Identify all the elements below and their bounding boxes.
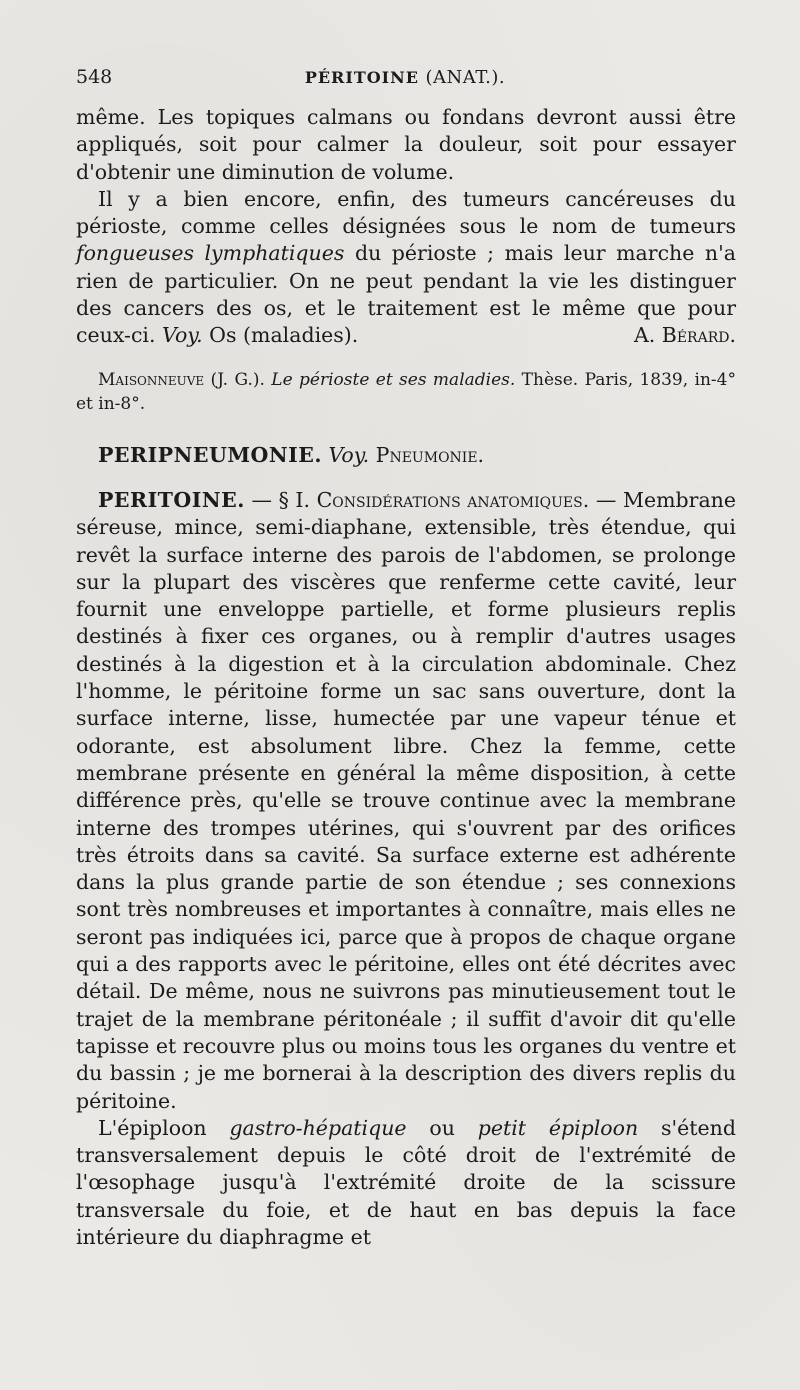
running-head <box>76 66 734 88</box>
paragraph-cancerous-tumors <box>76 186 736 350</box>
italic-term: gastro-hépatique <box>229 1115 407 1140</box>
section-marker: — § I. <box>244 487 317 512</box>
author-signature: A. Bérard. <box>633 323 736 348</box>
text-run: L'épiploon <box>98 1115 230 1140</box>
text-run: ou <box>406 1115 478 1140</box>
headword-peritoine: PERITOINE. <box>98 487 245 512</box>
running-subtitle: (ANAT.). <box>425 67 506 88</box>
paragraph-continuation: même. Les topiques calmans ou fondans devront aussi être appliqués, soit pour calmer la douleur, soit pour essayer d'obtenir une diminution de volume. <box>76 105 736 184</box>
text-run: Il y a bien encore, enfin, des tumeurs cancéreuses du périoste, comme celles désignées sous le nom de tumeurs <box>76 186 736 239</box>
page-header <box>76 66 734 94</box>
text-run: Os (maladies). <box>202 323 359 348</box>
running-title: PÉRITOINE <box>304 68 419 87</box>
reference-details: Thèse. Paris, 1839, in-4° et in-8°. <box>76 369 736 414</box>
body-text <box>76 104 736 1251</box>
bibliography-reference <box>76 368 736 416</box>
italic-term: fongueuses lymphatiques <box>76 241 345 266</box>
reference-author: Maisonneuve <box>98 369 205 390</box>
reference-title: Le périoste et ses maladies. <box>271 369 516 390</box>
italic-term: petit épiploon <box>477 1115 639 1140</box>
voy-reference: Voy. <box>328 442 370 467</box>
section-title: Considérations anatomiques. <box>316 487 590 512</box>
cross-reference: Pneumonie. <box>375 442 485 467</box>
entry-peritoine <box>76 487 736 1115</box>
voy-reference: Voy. <box>162 323 203 348</box>
text-run: du périoste ; mais leur marche n'a rien de particulier. On ne peut pendant la vie les distinguer des cancers des os, et le traitement est le même que pour ceux-ci. <box>76 241 736 348</box>
paragraph-epiploon <box>76 1115 736 1251</box>
paragraph-anatomy: — Membrane séreuse, mince, semi-diaphane, extensible, très étendue, qui revêt la surface interne des parois de l'abdomen, se prolonge sur la plupart des viscères que renferme cette cavité, leur fournit une enveloppe partielle, et forme plusieurs replis destinés à fixer ces organes, ou à remplir d'autres usages destinés à la digestion et à la circulation abdominale. Chez l'homme, le péritoine forme un sac sans ouverture, dont la surface interne, lisse, humectée par une vapeur ténue et odorante, est absolument libre. Chez la femme, cette membrane présente en général la même disposition, à cette différence près, qu'elle se trouve continue avec la membrane interne des trompes utérines, qui s'ouvrent par des orifices très étroits dans sa cavité. Sa surface externe est adhérente dans la plus grande partie de son étendue ; ses connexions sont très nombreuses et importantes à connaître, mais elles ne seront pas indiquées ici, parce que à propos de chaque organe qui a des rapports avec le péritoine, elles ont été décrites avec détail. De même, nous ne suivrons pas minutieusement tout le trajet de la membrane péritonéale ; il suffit d'avoir dit qu'elle tapisse et recouvre plus ou moins tous les organes du ventre et du bassin ; je me bornerai à la description des divers replis du péritoine. <box>76 487 736 1113</box>
reference-initials: (J. G.). <box>204 369 272 390</box>
page-number: 548 <box>76 66 113 88</box>
text-run: s'étend transversalement depuis le côté droit de l'extrémité de l'œsophage jusqu'à l'extrémité droite de la scissure transversale du foie, et de haut en bas depuis la face intérieure du diaphragme et <box>76 1115 736 1249</box>
headword-peripneumonie: PERIPNEUMONIE. <box>98 442 322 467</box>
entry-peripneumonie <box>76 442 736 469</box>
